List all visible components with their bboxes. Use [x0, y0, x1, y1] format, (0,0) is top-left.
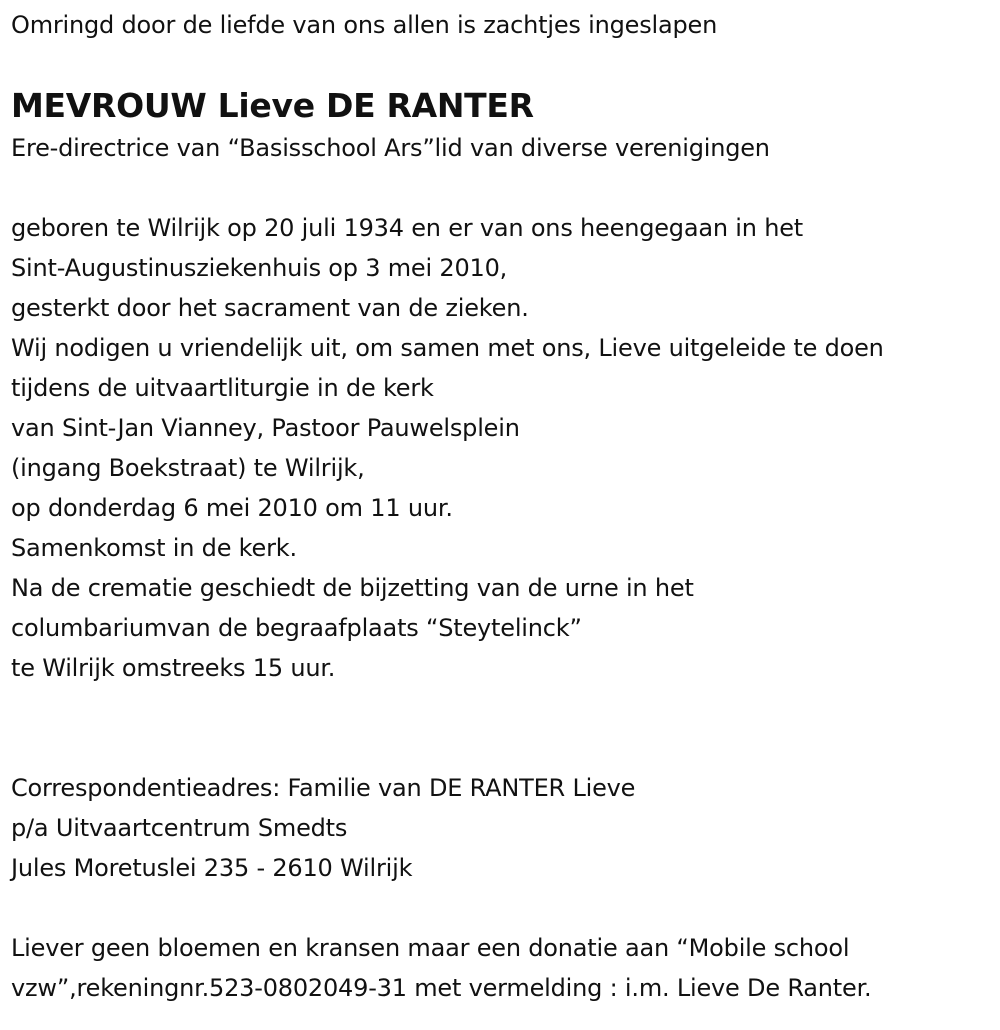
deceased-title: Ere-directrice van “Basisschool Ars”lid van diverse verenigingen: [11, 134, 770, 162]
correspondence-line: Correspondentieadres: Familie van DE RANTER Lieve: [11, 774, 636, 802]
correspondence-line: Jules Moretuslei 235 - 2610 Wilrijk: [11, 854, 413, 882]
body-section: [11, 208, 996, 688]
deceased-name: MEVROUW Lieve DE RANTER: [11, 86, 534, 125]
body-line: Na de crematie geschiedt de bijzetting van de urne in het: [11, 574, 694, 602]
body-line: gesterkt door het sacrament van de zieken.: [11, 294, 529, 322]
correspondence-section: [11, 768, 996, 888]
body-line: (ingang Boekstraat) te Wilrijk,: [11, 454, 365, 482]
body-line: van Sint-Jan Vianney, Pastoor Pauwelsplein: [11, 414, 520, 442]
body-line: Samenkomst in de kerk.: [11, 534, 297, 562]
body-line: geboren te Wilrijk op 20 juli 1934 en er van ons heengegaan in het: [11, 214, 803, 242]
obituary-notice: [11, 0, 996, 1008]
intro-text: Omringd door de liefde van ons allen is zachtjes ingeslapen: [11, 11, 718, 39]
correspondence-line: p/a Uitvaartcentrum Smedts: [11, 814, 348, 842]
donation-line: vzw”,rekeningnr.523-0802049-31 met vermelding : i.m. Lieve De Ranter.: [11, 974, 872, 1002]
body-line: tijdens de uitvaartliturgie in de kerk: [11, 374, 434, 402]
body-line: Wij nodigen u vriendelijk uit, om samen met ons, Lieve uitgeleide te doen: [11, 334, 884, 362]
donation-section: [11, 928, 996, 1008]
body-line: te Wilrijk omstreeks 15 uur.: [11, 654, 336, 682]
body-line: columbariumvan de begraafplaats “Steytelinck”: [11, 614, 582, 642]
body-line: op donderdag 6 mei 2010 om 11 uur.: [11, 494, 453, 522]
donation-line: Liever geen bloemen en kransen maar een donatie aan “Mobile school: [11, 934, 850, 962]
body-line: Sint-Augustinusziekenhuis op 3 mei 2010,: [11, 254, 508, 282]
